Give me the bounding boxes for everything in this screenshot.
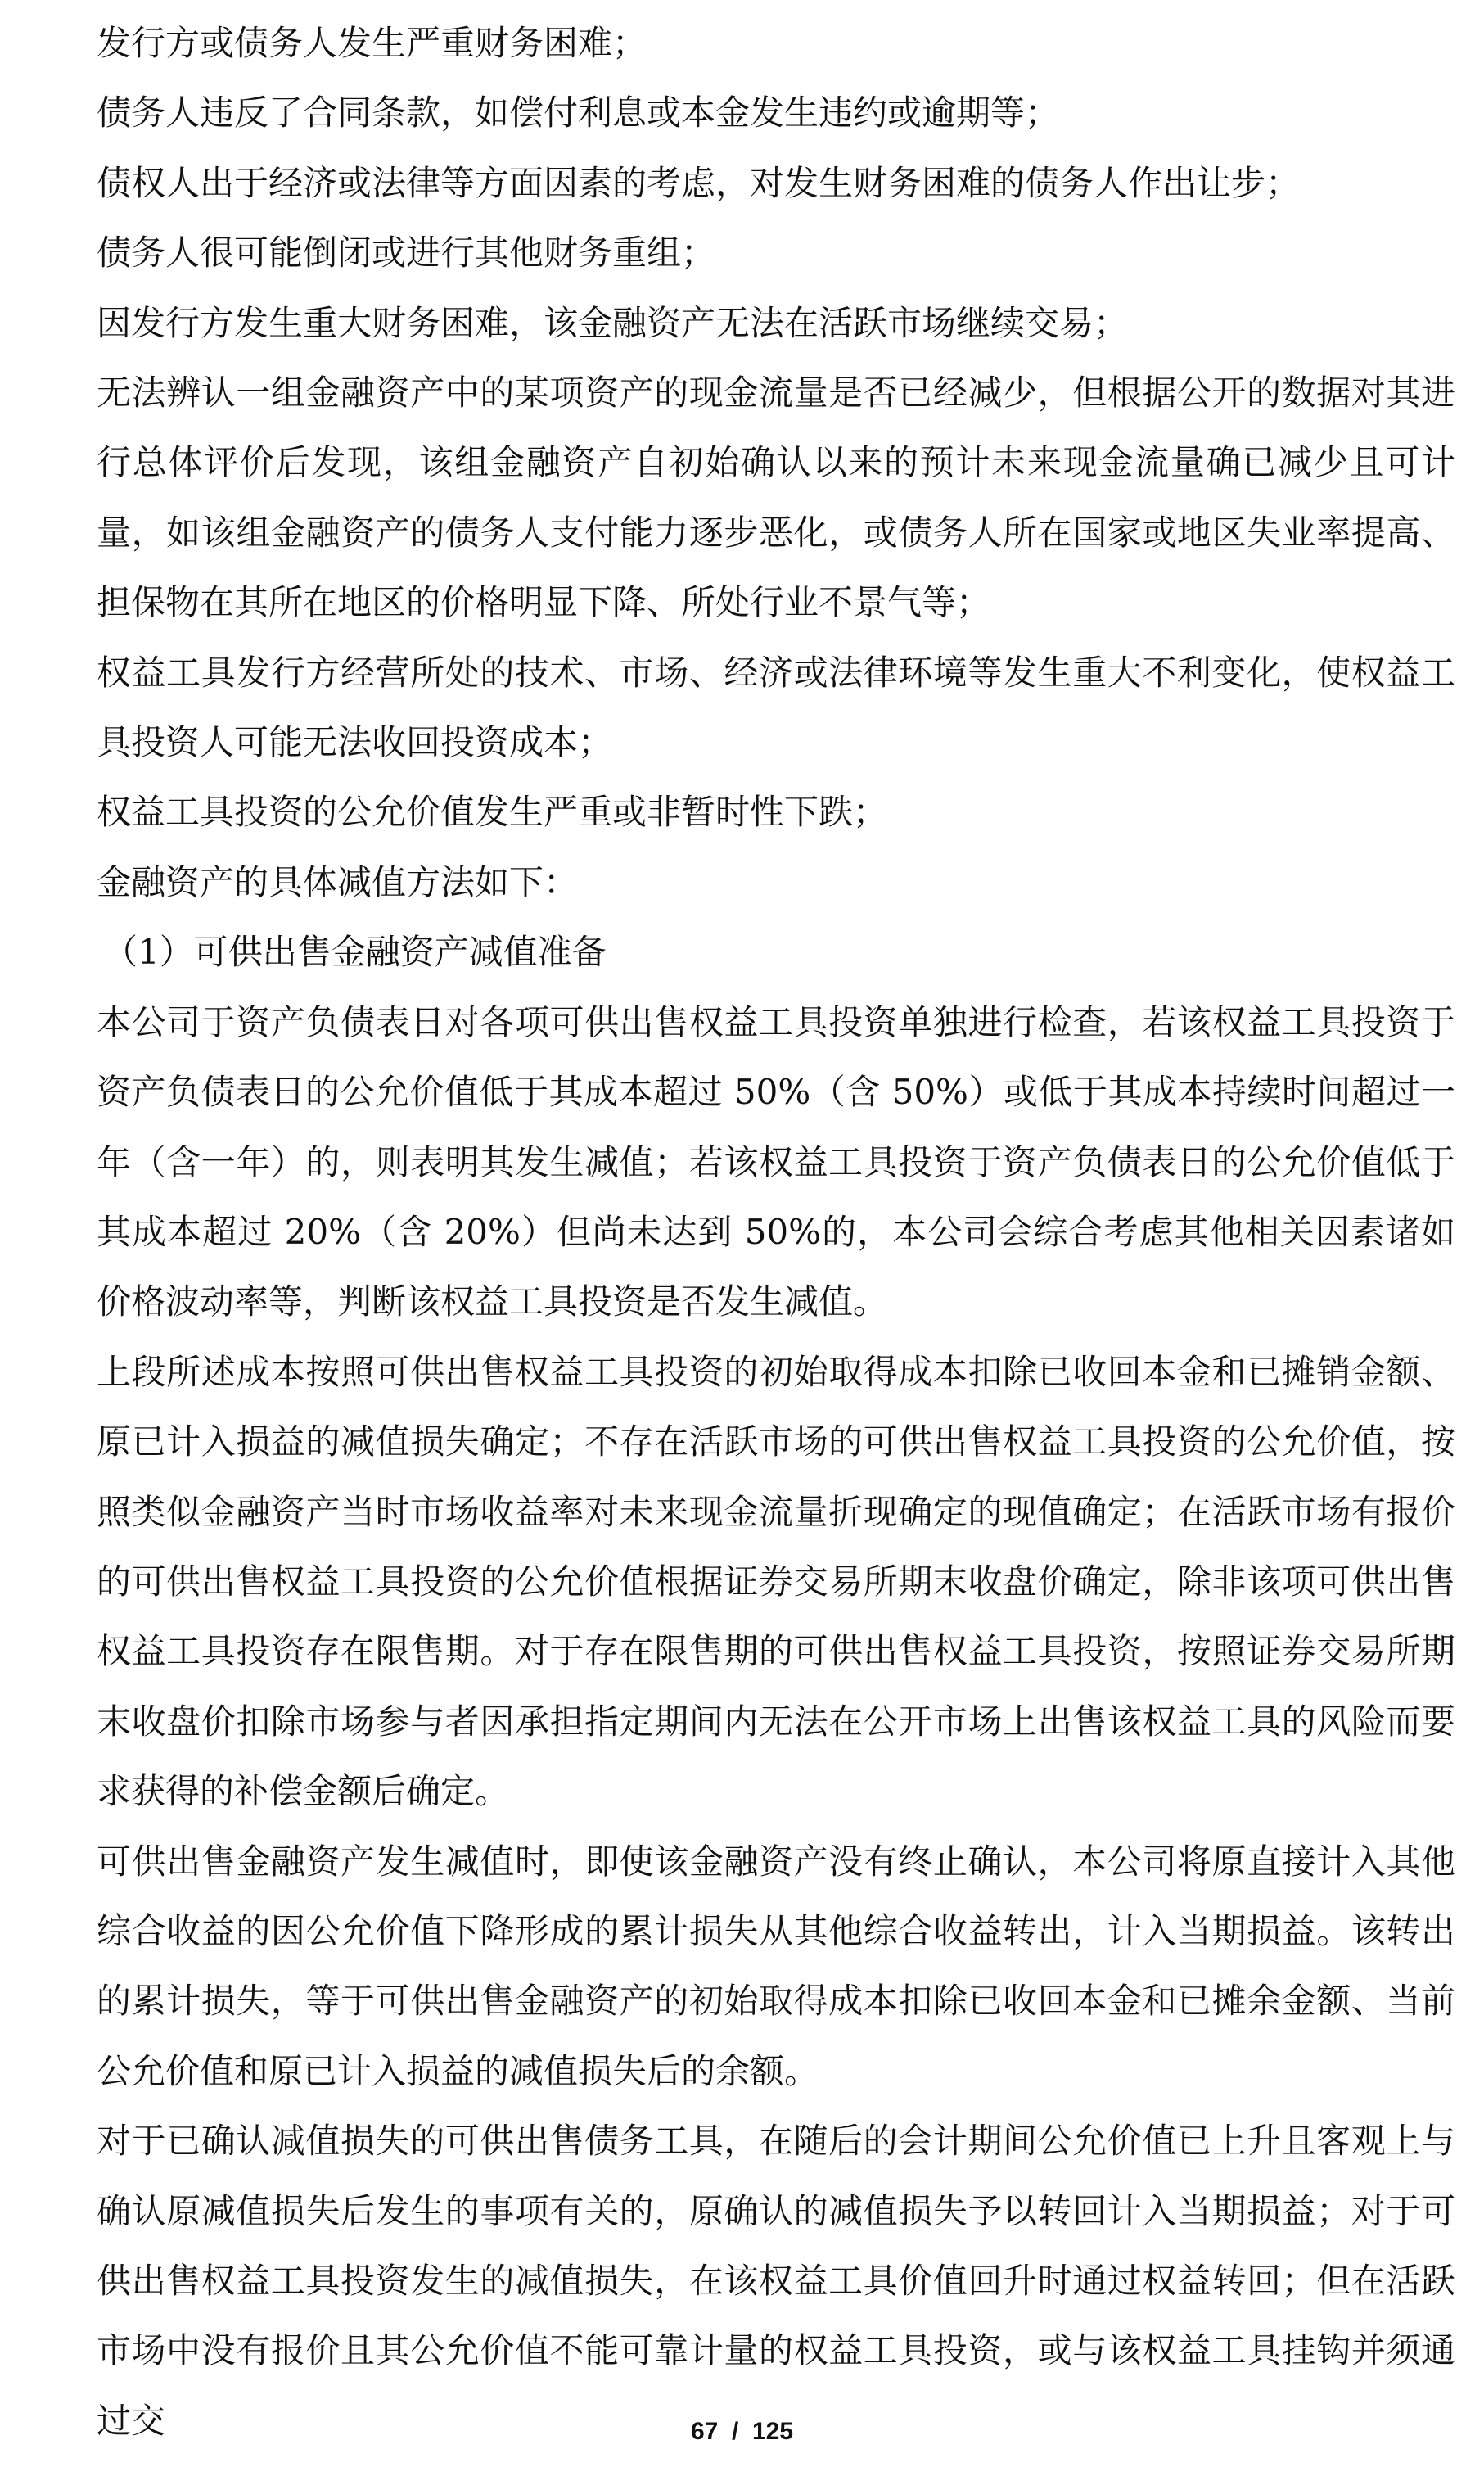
- paragraph-list-item-1: [97, 8, 1455, 78]
- paragraph-list-item-2: [97, 78, 1455, 147]
- paragraph-text: 债务人违反了合同条款，如偿付利息或本金发生违约或逾期等；: [97, 93, 1060, 133]
- paragraph-text: 上段所述成本按照可供出售权益工具投资的初始取得成本扣除已收回本金和已摊销金额、原已计入损益的减值损失确定；不存在活跃市场的可供出售权益工具投资的公允价值，按照类似金融资产当时市场收益率对未来现金流量折现确定的现值确定；在活跃市场有报价的可供出售权益工具投资的公允价值根据证券交易所期末收盘价确定，除非该项可供出售权益工具投资存在限售期。对于存在限售期的可供出售权益工具投资，按照证券交易所期末收盘价扣除市场参与者因承担指定期间内无法在公开市场上出售该权益工具的风险而要求获得的补偿金额后确定。: [97, 1351, 1455, 1812]
- heading-text: （1）可供出售金融资产减值准备: [103, 932, 607, 973]
- paragraph-loss-recognition: [97, 1827, 1455, 2107]
- paragraph-impairment-criteria: [97, 987, 1455, 1337]
- paragraph-text: 本公司于资产负债表日对各项可供出售权益工具投资单独进行检查，若该权益工具投资于资产负债表日的公允价值低于其成本超过 50%（含 50%）或低于其成本持续时间超过一年（含一年）的，则表明其发生减值；若该权益工具投资于资产负债表日的公允价值低于其成本超过 20%（含 20%）但尚未达到 50%的，本公司会综合考虑其他相关因素诸如价格波动率等，判断该权益工具投资是否发生减值。: [97, 1001, 1455, 1322]
- paragraph-text: 债务人很可能倒闭或进行其他财务重组；: [97, 233, 716, 273]
- paragraph-text: 对于已确认减值损失的可供出售债务工具，在随后的会计期间公允价值已上升且客观上与确认原减值损失后发生的事项有关的，原确认的减值损失予以转回计入当期损益；对于可供出售权益工具投资发生的减值损失，在该权益工具价值回升时通过权益转回；但在活跃市场中没有报价且其公允价值不能可靠计量的权益工具投资，或与该权益工具挂钩并须通过交: [97, 2121, 1455, 2441]
- paragraph-text: 权益工具发行方经营所处的技术、市场、经济或法律环境等发生重大不利变化，使权益工具投资人可能无法收回投资成本；: [97, 652, 1455, 763]
- page-number: 67 / 125: [690, 2418, 794, 2445]
- paragraph-text: 因发行方发生重大财务困难，该金融资产无法在活跃市场继续交易；: [97, 302, 1129, 343]
- paragraph-list-item-3: [97, 148, 1455, 218]
- paragraph-cost-basis: [97, 1337, 1455, 1827]
- document-body: [97, 8, 1455, 2456]
- paragraph-list-item-4: [97, 218, 1455, 287]
- paragraph-text: 权益工具投资的公允价值发生严重或非暂时性下跌；: [97, 792, 888, 833]
- paragraph-text: 可供出售金融资产发生减值时，即使该金融资产没有终止确认，本公司将原直接计入其他综合收益的因公允价值下降形成的累计损失从其他综合收益转出，计入当期损益。该转出的累计损失，等于可供出售金融资产的初始取得成本扣除已收回本金和已摊余金额、当前公允价值和原已计入损益的减值损失后的余额。: [97, 1841, 1455, 2091]
- paragraph-list-item-5: [97, 288, 1455, 358]
- paragraph-list-item-8: [97, 777, 1455, 847]
- section-heading: [97, 917, 1455, 987]
- paragraph-text: 金融资产的具体减值方法如下：: [97, 861, 579, 902]
- paragraph-text: 发行方或债务人发生严重财务困难；: [97, 23, 647, 63]
- paragraph-reversal: [97, 2106, 1455, 2456]
- paragraph-list-item-7: [97, 638, 1455, 778]
- paragraph-text: 无法辨认一组金融资产中的某项资产的现金流量是否已经减少，但根据公开的数据对其进行总体评价后发现，该组金融资产自初始确认以来的预计未来现金流量确已减少且可计量，如该组金融资产的债务人支付能力逐步恶化，或债务人所在国家或地区失业率提高、担保物在其所在地区的价格明显下降、所处行业不景气等；: [97, 373, 1455, 623]
- paragraph-list-item-6: [97, 358, 1455, 638]
- paragraph-text: 债权人出于经济或法律等方面因素的考虑，对发生财务困难的债务人作出让步；: [97, 162, 1301, 203]
- paragraph-intro: [97, 847, 1455, 917]
